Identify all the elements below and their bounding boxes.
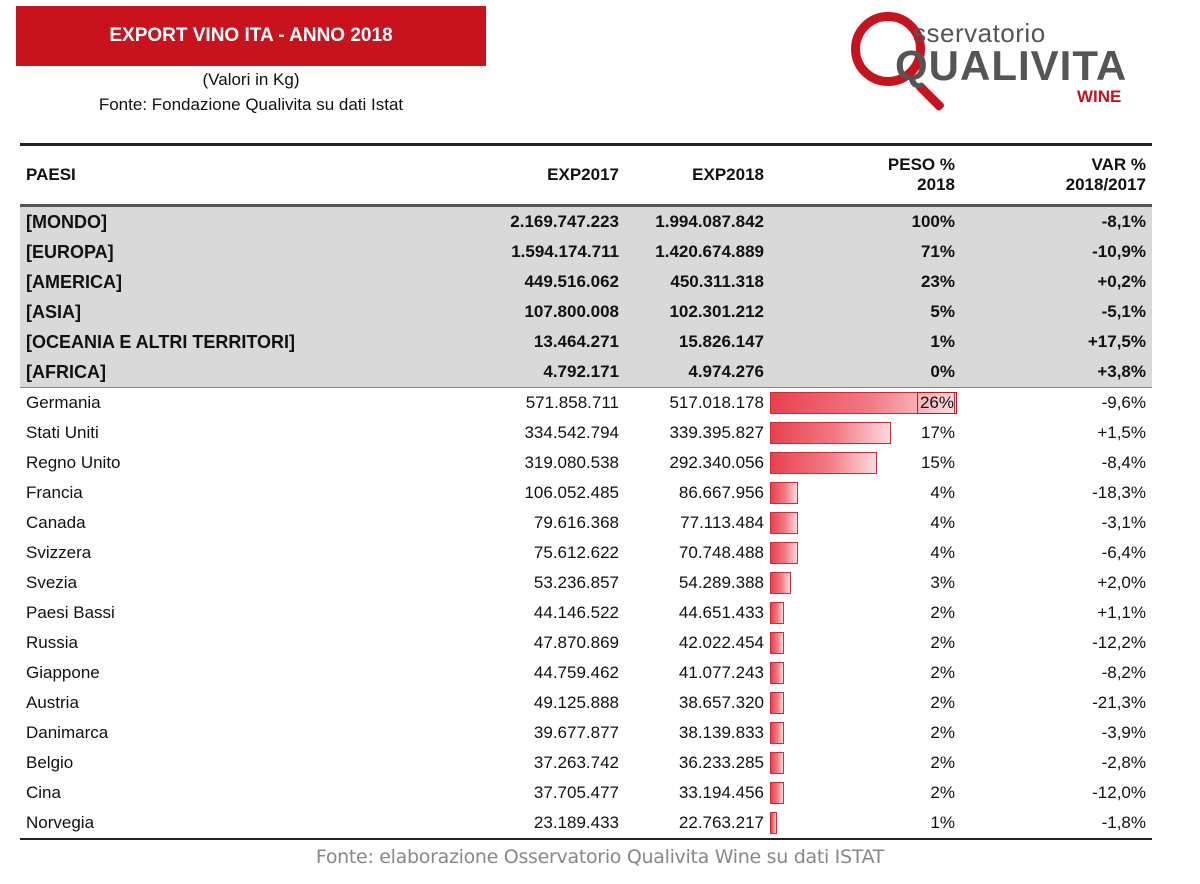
region-name: [ASIA] <box>20 297 490 327</box>
country-name: Giappone <box>26 663 100 682</box>
exp2017-value: 44.146.522 <box>533 603 619 622</box>
header-peso <box>770 145 961 206</box>
exp2017-value: 106.052.485 <box>524 483 619 502</box>
var-value: +0,2% <box>961 267 1152 297</box>
var-value: -3,1% <box>1101 513 1146 532</box>
var-value: +17,5% <box>961 327 1152 357</box>
logo-line-2: QUALIVITA <box>895 42 1128 89</box>
table-row <box>20 778 1152 808</box>
var-value: -21,3% <box>1092 693 1146 712</box>
region-name: [MONDO] <box>20 206 490 238</box>
country-name: Cina <box>26 783 61 802</box>
exp2017-value: 47.870.869 <box>533 633 619 652</box>
exp2017-value: 39.677.877 <box>533 723 619 742</box>
peso-bar <box>770 692 784 714</box>
exp2018-value: 102.301.212 <box>625 297 770 327</box>
peso-value: 100% <box>770 206 961 238</box>
exp2017-value: 4.792.171 <box>490 357 625 388</box>
exp2018-value: 1.420.674.889 <box>625 237 770 267</box>
exp2017-value: 449.516.062 <box>490 267 625 297</box>
peso-cell <box>770 388 961 419</box>
exp2017-value: 53.236.857 <box>533 573 619 592</box>
exp2017-value: 319.080.538 <box>524 453 619 472</box>
var-value: -5,1% <box>961 297 1152 327</box>
table-row <box>20 658 1152 688</box>
peso-value: 4% <box>930 483 955 502</box>
peso-value: 26% <box>917 392 957 414</box>
exp2017-value: 37.705.477 <box>533 783 619 802</box>
var-value: +2,0% <box>1097 573 1146 592</box>
header-peso-line1: PESO % <box>887 155 955 174</box>
exp2018-value: 339.395.827 <box>669 423 764 442</box>
peso-cell <box>770 598 961 628</box>
exp2018-value: 1.994.087.842 <box>625 206 770 238</box>
peso-bar <box>770 752 784 774</box>
aggregate-row <box>20 267 1152 297</box>
exp2017-value: 2.169.747.223 <box>490 206 625 238</box>
table-row <box>20 688 1152 718</box>
exp2018-value: 77.113.484 <box>680 513 764 532</box>
country-name: Stati Uniti <box>26 423 99 442</box>
peso-value: 2% <box>930 663 955 682</box>
exp2017-value: 79.616.368 <box>533 513 619 532</box>
exp2018-value: 70.748.488 <box>678 543 764 562</box>
peso-cell <box>770 418 961 448</box>
var-value: -9,6% <box>961 388 1152 419</box>
peso-value: 2% <box>930 633 955 652</box>
peso-cell <box>770 688 961 718</box>
header-exp2018: EXP2018 <box>625 145 770 206</box>
footer-source: Fonte: elaborazione Osservatorio Qualivita Wine su dati ISTAT <box>315 846 885 868</box>
peso-bar <box>770 632 784 654</box>
peso-bar <box>770 422 891 444</box>
table-row <box>20 598 1152 628</box>
var-value: -18,3% <box>1092 483 1146 502</box>
peso-cell <box>770 718 961 748</box>
aggregate-row <box>20 297 1152 327</box>
region-name: [EUROPA] <box>20 237 490 267</box>
country-name: Regno Unito <box>26 453 121 472</box>
peso-value: 17% <box>920 423 955 442</box>
exp2018-value: 41.077.243 <box>678 663 764 682</box>
peso-value: 3% <box>930 573 955 592</box>
peso-value: 4% <box>930 543 955 562</box>
peso-value: 2% <box>930 783 955 802</box>
exp2018-value: 36.233.285 <box>678 753 764 772</box>
peso-value: 2% <box>930 603 955 622</box>
peso-value: 2% <box>930 693 955 712</box>
source-note: Fonte: Fondazione Qualivita su dati Istat <box>98 95 404 114</box>
logo-line-1: sservatorio <box>913 18 1046 48</box>
peso-bar <box>770 662 784 684</box>
exp2018-value: 33.194.456 <box>678 783 764 802</box>
var-value: -8,2% <box>1101 663 1146 682</box>
peso-value: 5% <box>770 297 961 327</box>
table-row <box>20 448 1152 478</box>
table-row <box>20 718 1152 748</box>
peso-value: 1% <box>770 327 961 357</box>
peso-cell <box>770 538 961 568</box>
peso-value: 4% <box>930 513 955 532</box>
exp2017-value: 334.542.794 <box>524 423 619 442</box>
peso-cell <box>770 508 961 538</box>
var-value: -10,9% <box>961 237 1152 267</box>
var-value: -6,4% <box>1101 543 1146 562</box>
exp2017-value: 44.759.462 <box>533 663 619 682</box>
peso-cell <box>770 628 961 658</box>
peso-value: 2% <box>930 723 955 742</box>
peso-bar <box>770 572 791 594</box>
exp2018-value: 15.826.147 <box>625 327 770 357</box>
peso-value: 71% <box>770 237 961 267</box>
exp2018-value: 38.657.320 <box>678 693 764 712</box>
header-exp2017: EXP2017 <box>490 145 625 206</box>
var-value: +1,5% <box>1097 423 1146 442</box>
peso-cell <box>770 568 961 598</box>
var-value: -12,2% <box>1092 633 1146 652</box>
table-row <box>20 388 1152 419</box>
var-value: +3,8% <box>961 357 1152 388</box>
header-var-line2: 2018/2017 <box>1065 175 1146 194</box>
aggregate-row <box>20 206 1152 238</box>
peso-cell <box>770 748 961 778</box>
var-value: -2,8% <box>1101 753 1146 772</box>
peso-cell <box>770 448 961 478</box>
table-row <box>20 538 1152 568</box>
region-name: [OCEANIA E ALTRI TERRITORI] <box>20 327 490 357</box>
exp2017-value: 23.189.433 <box>533 813 619 832</box>
peso-bar <box>770 812 777 834</box>
region-name: [AFRICA] <box>20 357 490 388</box>
exp2017-value: 571.858.711 <box>490 388 625 419</box>
peso-bar <box>770 482 798 504</box>
exp2018-value: 44.651.433 <box>678 603 764 622</box>
peso-bar <box>770 452 877 474</box>
aggregate-row <box>20 237 1152 267</box>
exp2017-value: 1.594.174.711 <box>490 237 625 267</box>
table-header-row <box>20 145 1152 206</box>
table-row <box>20 508 1152 538</box>
var-value: -8,1% <box>961 206 1152 238</box>
exp2017-value: 37.263.742 <box>533 753 619 772</box>
aggregate-row <box>20 327 1152 357</box>
peso-cell <box>770 658 961 688</box>
peso-value: 23% <box>770 267 961 297</box>
peso-bar <box>770 602 784 624</box>
qualivita-logo <box>843 2 1143 112</box>
country-name: Canada <box>26 513 86 532</box>
exp2017-value: 49.125.888 <box>533 693 619 712</box>
header-var-line1: VAR % <box>1091 155 1146 174</box>
exp2018-value: 54.289.388 <box>678 573 764 592</box>
peso-cell <box>770 808 961 839</box>
peso-bar <box>770 512 798 534</box>
var-value: -8,4% <box>1101 453 1146 472</box>
table-row <box>20 418 1152 448</box>
peso-value: 2% <box>930 753 955 772</box>
table-row <box>20 748 1152 778</box>
peso-value: 15% <box>920 453 955 472</box>
peso-cell <box>770 778 961 808</box>
country-name: Austria <box>26 693 79 712</box>
country-name: Russia <box>26 633 78 652</box>
table-row <box>20 478 1152 508</box>
peso-value: 0% <box>770 357 961 388</box>
aggregate-row <box>20 357 1152 388</box>
peso-cell <box>770 478 961 508</box>
header-var <box>961 145 1152 206</box>
exp2018-value: 450.311.318 <box>625 267 770 297</box>
units-note: (Valori in Kg) <box>202 70 300 89</box>
country-name: Paesi Bassi <box>26 603 115 622</box>
country-name: Germania <box>20 388 490 419</box>
header-paesi: PAESI <box>20 145 490 206</box>
exp2018-value: 517.018.178 <box>625 388 770 419</box>
logo-line-3: WINE <box>1077 87 1122 106</box>
exp2018-value: 22.763.217 <box>678 813 764 832</box>
export-table <box>20 143 1152 840</box>
country-name: Belgio <box>26 753 74 772</box>
country-name: Francia <box>26 483 83 502</box>
country-name: Svezia <box>26 573 78 592</box>
var-value: -3,9% <box>1101 723 1146 742</box>
exp2018-value: 86.667.956 <box>678 483 764 502</box>
country-name: Svizzera <box>26 543 92 562</box>
exp2017-value: 13.464.271 <box>490 327 625 357</box>
title-banner <box>16 6 486 66</box>
exp2018-value: 42.022.454 <box>678 633 764 652</box>
exp2017-value: 75.612.622 <box>533 543 619 562</box>
table-body <box>20 206 1152 840</box>
header-peso-line2: 2018 <box>917 175 955 194</box>
country-name: Danimarca <box>26 723 109 742</box>
exp2018-value: 292.340.056 <box>669 453 764 472</box>
exp2018-value: 4.974.276 <box>625 357 770 388</box>
var-value: -1,8% <box>1101 813 1146 832</box>
peso-bar <box>770 722 784 744</box>
exp2017-value: 107.800.008 <box>490 297 625 327</box>
table-row <box>20 808 1152 839</box>
peso-value: 1% <box>930 813 955 832</box>
var-value: -12,0% <box>1092 783 1146 802</box>
table-row <box>20 628 1152 658</box>
region-name: [AMERICA] <box>20 267 490 297</box>
table-row <box>20 568 1152 598</box>
country-name: Norvegia <box>26 813 95 832</box>
exp2018-value: 38.139.833 <box>678 723 764 742</box>
page-title: EXPORT VINO ITA - ANNO 2018 <box>109 25 393 46</box>
peso-bar <box>770 782 784 804</box>
var-value: +1,1% <box>1097 603 1146 622</box>
peso-bar <box>770 542 798 564</box>
